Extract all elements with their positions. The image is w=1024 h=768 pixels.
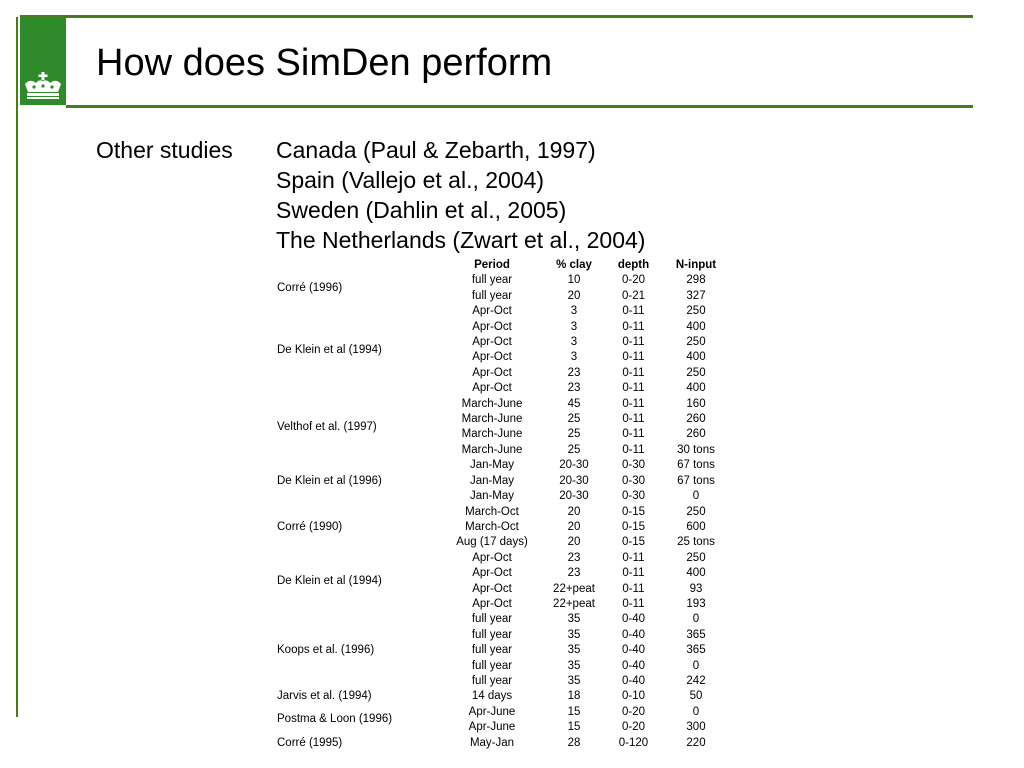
depth-cell: 0-20 [621, 274, 646, 287]
clay-cell: 3 [570, 336, 578, 349]
clay-cell: 20 [567, 289, 581, 302]
data-table [277, 258, 731, 751]
period-cell: full year [471, 613, 513, 626]
clay-cell: 23 [567, 382, 581, 395]
clay-cell: 15 [567, 705, 581, 718]
clay-cell: 3 [570, 305, 578, 318]
n-input-cell: 242 [686, 674, 706, 687]
period-cell: full year [471, 274, 513, 287]
period-cell: Jan-May [469, 490, 515, 503]
study-cell: De Klein et al (1994) [277, 574, 382, 587]
other-studies-label: Other studies [96, 137, 233, 163]
clay-cell: 35 [567, 644, 581, 657]
table-row [277, 612, 731, 627]
n-input-cell: 250 [686, 336, 706, 349]
period-cell: Jan-May [469, 474, 515, 487]
clay-cell: 35 [567, 674, 581, 687]
clay-cell: 22+peat [553, 582, 595, 595]
n-input-cell: 260 [686, 413, 706, 426]
clay-cell: 20 [567, 505, 581, 518]
study-cell: Jarvis et al. (1994) [277, 690, 372, 703]
table-row [277, 458, 731, 473]
clay-cell: 25 [567, 428, 581, 441]
period-cell: Apr-Oct [472, 351, 512, 364]
n-input-cell: 93 [689, 582, 703, 595]
study-cell: Velthof et al. (1997) [277, 420, 377, 433]
clay-cell: 20-30 [559, 459, 589, 472]
n-input-cell: 0 [692, 613, 700, 626]
title-underline [66, 105, 973, 108]
n-input-cell: 400 [686, 382, 706, 395]
clay-cell: 3 [570, 351, 578, 364]
period-cell: Apr-Oct [472, 551, 512, 564]
period-cell: Apr-Oct [472, 366, 512, 379]
study-cell: Corré (1996) [277, 282, 343, 295]
period-cell: March-June [461, 443, 523, 456]
table-row [277, 551, 731, 566]
n-input-cell: 298 [686, 274, 706, 287]
depth-cell: 0-30 [621, 474, 646, 487]
table-row [277, 736, 731, 751]
depth-cell: 0-40 [621, 674, 646, 687]
table-row [277, 397, 731, 412]
page-title: How does SimDen perform [96, 42, 553, 84]
period-cell: Apr-Oct [472, 567, 512, 580]
period-cell: full year [471, 674, 513, 687]
crown-icon [22, 72, 64, 100]
n-input-cell: 0 [692, 705, 700, 718]
period-cell: Apr-Oct [472, 336, 512, 349]
table-header-row [277, 258, 731, 273]
depth-cell: 0-21 [621, 289, 646, 302]
header-clay: % clay [556, 259, 592, 271]
depth-cell: 0-40 [621, 659, 646, 672]
clay-cell: 15 [567, 721, 581, 734]
depth-cell: 0-30 [621, 459, 646, 472]
depth-cell: 0-11 [622, 305, 645, 318]
n-input-cell: 400 [686, 351, 706, 364]
header-period: Period [474, 259, 510, 271]
study-item: Spain (Vallejo et al., 2004) [276, 167, 545, 193]
period-cell: March-June [461, 413, 523, 426]
period-cell: March-June [461, 397, 523, 410]
table-row [277, 689, 731, 704]
n-input-cell: 327 [686, 289, 706, 302]
table-row [277, 304, 731, 319]
period-cell: Apr-Oct [472, 305, 512, 318]
n-input-cell: 160 [686, 397, 706, 410]
n-input-cell: 250 [686, 551, 706, 564]
table-row [277, 705, 731, 720]
n-input-cell: 67 tons [677, 474, 715, 487]
table-body [277, 273, 731, 751]
depth-cell: 0-11 [622, 597, 645, 610]
clay-cell: 20-30 [559, 474, 589, 487]
n-input-cell: 0 [692, 490, 700, 503]
clay-cell: 25 [567, 413, 581, 426]
n-input-cell: 365 [686, 644, 706, 657]
depth-cell: 0-11 [622, 382, 645, 395]
study-cell: De Klein et al (1996) [277, 474, 382, 487]
depth-cell: 0-40 [621, 613, 646, 626]
depth-cell: 0-120 [618, 736, 649, 749]
header-n-input: N-input [675, 259, 717, 271]
n-input-cell: 365 [686, 628, 706, 641]
period-cell: Apr-June [468, 705, 516, 718]
n-input-cell: 250 [686, 305, 706, 318]
n-input-cell: 400 [686, 567, 706, 580]
period-cell: March-Oct [465, 505, 519, 518]
n-input-cell: 260 [686, 428, 706, 441]
period-cell: May-Jan [469, 736, 515, 749]
top-rule [20, 15, 973, 18]
period-cell: March-Oct [465, 520, 519, 533]
study-cell: Corré (1990) [277, 520, 343, 533]
clay-cell: 20 [567, 520, 581, 533]
period-cell: Apr-June [468, 721, 516, 734]
clay-cell: 20 [567, 536, 581, 549]
header-study [277, 258, 442, 273]
period-cell: Apr-Oct [472, 597, 512, 610]
depth-cell: 0-11 [622, 366, 645, 379]
clay-cell: 20-30 [559, 490, 589, 503]
n-input-cell: 600 [686, 520, 706, 533]
study-item: Canada (Paul & Zebarth, 1997) [276, 137, 596, 163]
clay-cell: 45 [567, 397, 581, 410]
study-cell: De Klein et al (1994) [277, 343, 382, 356]
period-cell: March-June [461, 428, 523, 441]
depth-cell: 0-11 [622, 428, 645, 441]
n-input-cell: 250 [686, 366, 706, 379]
clay-cell: 35 [567, 659, 581, 672]
n-input-cell: 50 [689, 690, 703, 703]
depth-cell: 0-20 [621, 721, 646, 734]
header-depth: depth [617, 259, 650, 271]
left-rule [16, 17, 18, 717]
study-item: The Netherlands (Zwart et al., 2004) [276, 227, 646, 253]
period-cell: Apr-Oct [472, 582, 512, 595]
clay-cell: 18 [567, 690, 581, 703]
period-cell: 14 days [471, 690, 513, 703]
clay-cell: 28 [567, 736, 581, 749]
clay-cell: 23 [567, 366, 581, 379]
depth-cell: 0-11 [622, 397, 645, 410]
depth-cell: 0-11 [622, 567, 645, 580]
period-cell: Aug (17 days) [456, 536, 528, 549]
table-row [277, 505, 731, 520]
period-cell: full year [471, 289, 513, 302]
period-cell: full year [471, 644, 513, 657]
clay-cell: 35 [567, 613, 581, 626]
clay-cell: 23 [567, 551, 581, 564]
table-row [277, 273, 731, 288]
n-input-cell: 193 [686, 597, 706, 610]
depth-cell: 0-15 [621, 505, 646, 518]
study-cell: Postma & Loon (1996) [277, 713, 393, 726]
n-input-cell: 25 tons [677, 536, 715, 549]
n-input-cell: 30 tons [677, 443, 715, 456]
period-cell: Apr-Oct [472, 320, 512, 333]
depth-cell: 0-11 [622, 413, 645, 426]
period-cell: full year [471, 659, 513, 672]
period-cell: full year [471, 628, 513, 641]
study-cell: Koops et al. (1996) [277, 644, 375, 657]
depth-cell: 0-11 [622, 320, 645, 333]
depth-cell: 0-11 [622, 551, 645, 564]
depth-cell: 0-15 [621, 520, 646, 533]
depth-cell: 0-15 [621, 536, 646, 549]
depth-cell: 0-10 [621, 690, 646, 703]
clay-cell: 3 [570, 320, 578, 333]
depth-cell: 0-20 [621, 705, 646, 718]
depth-cell: 0-40 [621, 628, 646, 641]
depth-cell: 0-11 [622, 443, 645, 456]
period-cell: Apr-Oct [472, 382, 512, 395]
study-list [276, 136, 645, 256]
clay-cell: 35 [567, 628, 581, 641]
depth-cell: 0-11 [622, 582, 645, 595]
study-item: Sweden (Dahlin et al., 2005) [276, 197, 567, 223]
depth-cell: 0-11 [622, 336, 645, 349]
period-cell: Jan-May [469, 459, 515, 472]
n-input-cell: 400 [686, 320, 706, 333]
depth-cell: 0-11 [622, 351, 645, 364]
n-input-cell: 67 tons [677, 459, 715, 472]
depth-cell: 0-30 [621, 490, 646, 503]
clay-cell: 25 [567, 443, 581, 456]
n-input-cell: 300 [686, 721, 706, 734]
depth-cell: 0-40 [621, 644, 646, 657]
clay-cell: 23 [567, 567, 581, 580]
n-input-cell: 250 [686, 505, 706, 518]
n-input-cell: 220 [686, 736, 706, 749]
study-cell: Corré (1995) [277, 736, 343, 749]
clay-cell: 10 [567, 274, 581, 287]
n-input-cell: 0 [692, 659, 700, 672]
clay-cell: 22+peat [553, 597, 595, 610]
